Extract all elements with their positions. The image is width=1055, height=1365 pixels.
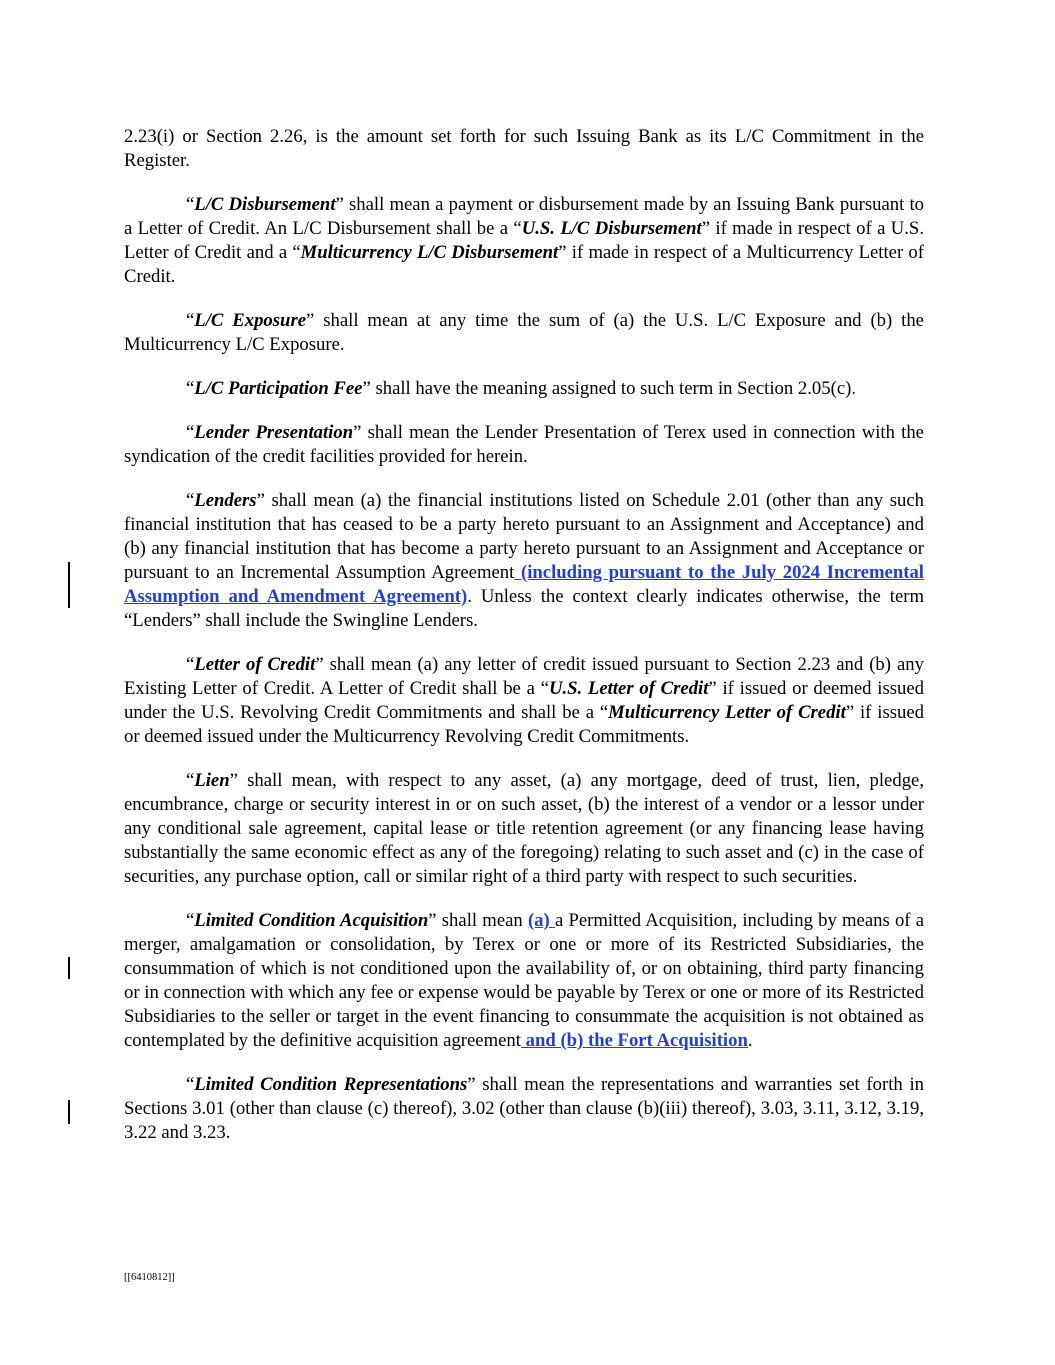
defined-term: U.S. Letter of Credit xyxy=(548,678,709,699)
document-id-footer: [[6410812]] xyxy=(124,1272,175,1283)
defined-term: Lien xyxy=(194,770,230,791)
definition-limited-condition-representations: “Limited Condition Representations” shall mean the representations and warranties set forth in Sections 3.01 (other than clause (c) thereof), 3.02 (other than clause (b)(iii) thereof), 3.03, 3.11, 3.12, 3.19, 3.22 and 3.23. xyxy=(124,1074,924,1143)
defined-term: Multicurrency Letter of Credit xyxy=(608,702,846,723)
defined-term: L/C Participation Fee xyxy=(194,378,363,399)
defined-term: Lenders xyxy=(194,490,257,511)
definition-lender-presentation: “Lender Presentation” shall mean the Lender Presentation of Terex used in connection with the syndication of the credit facilities provided for herein. xyxy=(124,422,924,467)
change-bar xyxy=(68,957,70,979)
defined-term: Limited Condition Acquisition xyxy=(194,910,429,931)
inserted-text: and (b) the Fort Acquisition xyxy=(520,1030,748,1051)
definition-lien: “Lien” shall mean, with respect to any asset, (a) any mortgage, deed of trust, lien, pledge, encumbrance, charge or security interest in or on such asset, (b) the interest of a vendor or a lessor under any conditional sale agreement, capital lease or title retention agreement (or any financing lease having substantially the same economic effect as any of the foregoing) relating to such asset and (c) in the case of securities, any purchase option, call or similar right of a third party with respect to such securities. xyxy=(124,770,924,887)
defined-term: L/C Disbursement xyxy=(194,194,336,215)
defined-term: Lender Presentation xyxy=(194,422,354,443)
inserted-text: (including pursuant to the July 2024 Incremental Assumption and Amendment Agreement) xyxy=(124,562,924,607)
definition-lenders: “Lenders” shall mean (a) the financial institutions listed on Schedule 2.01 (other than any such financial institution that has ceased to be a party hereto pursuant to an Assignment and Acceptance) and (b) any financial institution that has become a party hereto pursuant to an Assignment and Acceptance or pursuant to an Incremental Assumption Agreement (including pursuant to the July 2024 Incremental Assumption and Amendment Agreement). Unless the context clearly indicates otherwise, the term “Lenders” shall include the Swingline Lenders. xyxy=(124,490,925,631)
document-body xyxy=(124,125,924,1165)
definition-limited-condition-acquisition: “Limited Condition Acquisition” shall mean (a) a Permitted Acquisition, including by means of a merger, amalgamation or consolidation, by Terex or one or more of its Restricted Subsidiaries, the consummation of which is not conditioned upon the availability of, or on obtaining, third party financing or in connection with which any fee or expense would be payable by Terex or one or more of its Restricted Subsidiaries to the seller or target in the event financing to consummate the acquisition is not obtained as contemplated by the definitive acquisition agreement and (b) the Fort Acquisition. xyxy=(124,910,925,1051)
inserted-text: (a) xyxy=(527,910,555,931)
defined-term: Letter of Credit xyxy=(194,654,316,675)
definition-lc-disbursement: “L/C Disbursement” shall mean a payment or disbursement made by an Issuing Bank pursuant to a Letter of Credit. An L/C Disbursement shall be a “U.S. L/C Disbursement” if made in respect of a U.S. Letter of Credit and a “Multicurrency L/C Disbursement” if made in respect of a Multicurrency Letter of Credit. xyxy=(124,194,924,287)
definition-lc-participation-fee: “L/C Participation Fee” shall have the meaning assigned to such term in Section 2.05(c). xyxy=(186,378,857,399)
definition-letter-of-credit: “Letter of Credit” shall mean (a) any letter of credit issued pursuant to Section 2.23 and (b) any Existing Letter of Credit. A Letter of Credit shall be a “U.S. Letter of Credit” if issued or deemed issued under the U.S. Revolving Credit Commitments and shall be a “Multicurrency Letter of Credit” if issued or deemed issued under the Multicurrency Revolving Credit Commitments. xyxy=(124,654,924,747)
change-bar xyxy=(68,562,70,608)
defined-term: U.S. L/C Disbursement xyxy=(521,218,702,239)
definition-lc-exposure: “L/C Exposure” shall mean at any time the sum of (a) the U.S. L/C Exposure and (b) the Multicurrency L/C Exposure. xyxy=(124,310,924,355)
change-bar xyxy=(68,1100,70,1124)
defined-term: Limited Condition Representations xyxy=(194,1074,468,1095)
defined-term: L/C Exposure xyxy=(194,310,307,331)
intro-paragraph: 2.23(i) or Section 2.26, is the amount set forth for such Issuing Bank as its L/C Commitment in the Register. xyxy=(124,126,924,171)
defined-term: Multicurrency L/C Disbursement xyxy=(300,242,559,263)
